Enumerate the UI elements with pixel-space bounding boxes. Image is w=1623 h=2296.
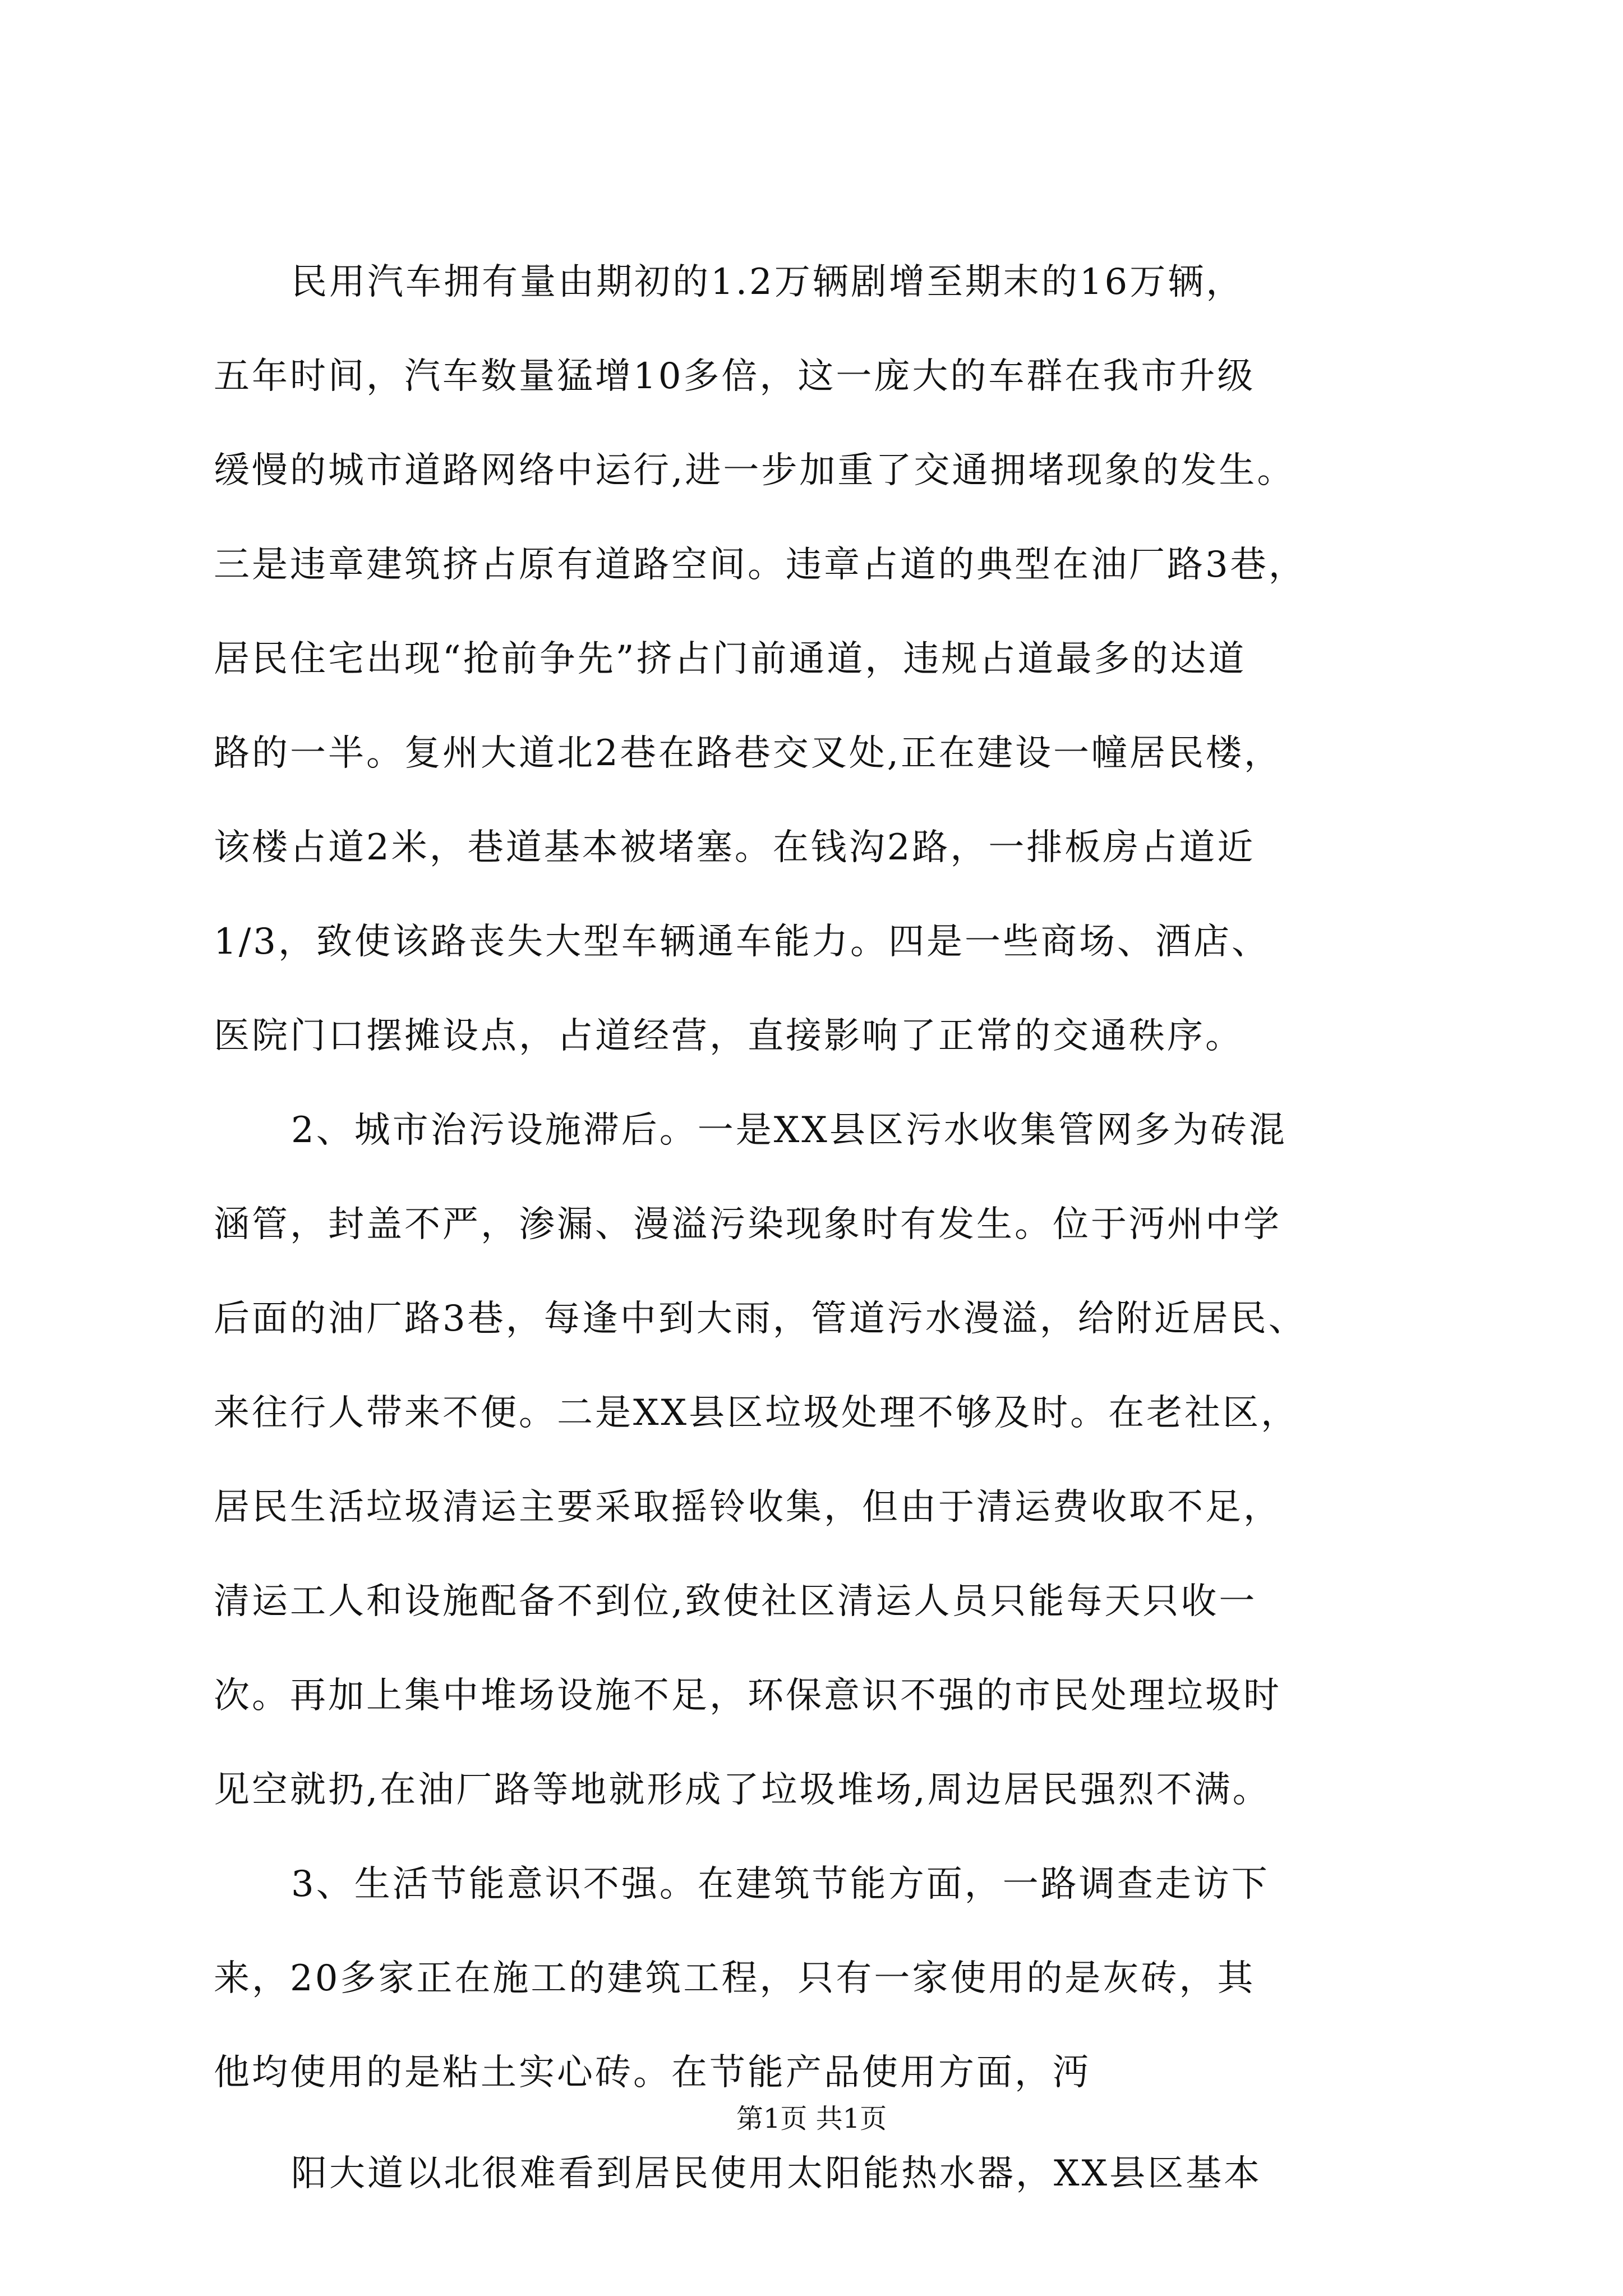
text-line: 该楼占道2米，巷道基本被堵塞。在钱沟2路，一排板房占道近 xyxy=(214,827,1256,868)
text-line: 缓慢的城市道路网络中运行,进一步加重了交通拥堵现象的发生。 xyxy=(214,450,1295,491)
text-line: 居民住宅出现“抢前争先”挤占门前通道，违规占道最多的达道 xyxy=(214,638,1247,680)
text-line: 来往行人带来不便。二是XX县区垃圾处理不够及时。在老社区， xyxy=(214,1392,1299,1434)
text-line: 医院门口摆摊设点，占道经营，直接影响了正常的交通秩序。 xyxy=(214,1015,1243,1057)
text-line: 涵管，封盖不严，渗漏、漫溢污染现象时有发生。位于沔州中学 xyxy=(214,1204,1281,1245)
page-number-footer: 第1页 共1页 xyxy=(736,2103,887,2134)
text-line: 路的一半。复州大道北2巷在路巷交叉处,正在建设一幢居民楼， xyxy=(214,733,1283,774)
text-line: 他均使用的是粘土实心砖。在节能产品使用方面，沔 xyxy=(214,2052,1091,2093)
text-line: 清运工人和设施配备不到位,致使社区清运人员只能每天只收一 xyxy=(214,1581,1257,1622)
text-line: 五年时间，汽车数量猛增10多倍，这一庞大的车群在我市升级 xyxy=(214,356,1256,397)
text-line: 后面的油厂路3巷，每逢中到大雨，管道污水漫溢，给附近居民、 xyxy=(214,1298,1307,1340)
text-line: 居民生活垃圾清运主要采取摇铃收集，但由于清运费收取不足， xyxy=(214,1487,1281,1528)
text-line: 见空就扔,在油厂路等地就形成了垃圾堆场,周边居民强烈不满。 xyxy=(214,1769,1271,1811)
text-line: 三是违章建筑挤占原有道路空间。违章占道的典型在油厂路3巷， xyxy=(214,544,1307,586)
text-line: 3、生活节能意识不强。在建筑节能方面，一路调查走访下 xyxy=(291,1864,1270,1905)
text-line: 次。再加上集中堆场设施不足，环保意识不强的市民处理垃圾时 xyxy=(214,1675,1281,1717)
text-line: 民用汽车拥有量由期初的1.2万辆剧增至期末的16万辆， xyxy=(291,261,1244,303)
text-line: 阳大道以北很难看到居民使用太阳能热水器，XX县区基本 xyxy=(291,2153,1262,2194)
text-line: 1/3，致使该路丧失大型车辆通车能力。四是一些商场、酒店、 xyxy=(214,921,1270,963)
text-line: 来，20多家正在施工的建筑工程，只有一家使用的是灰砖，其 xyxy=(214,1958,1256,1999)
text-line: 2、城市治污设施滞后。一是XX县区污水收集管网多为砖混 xyxy=(291,1110,1287,1151)
